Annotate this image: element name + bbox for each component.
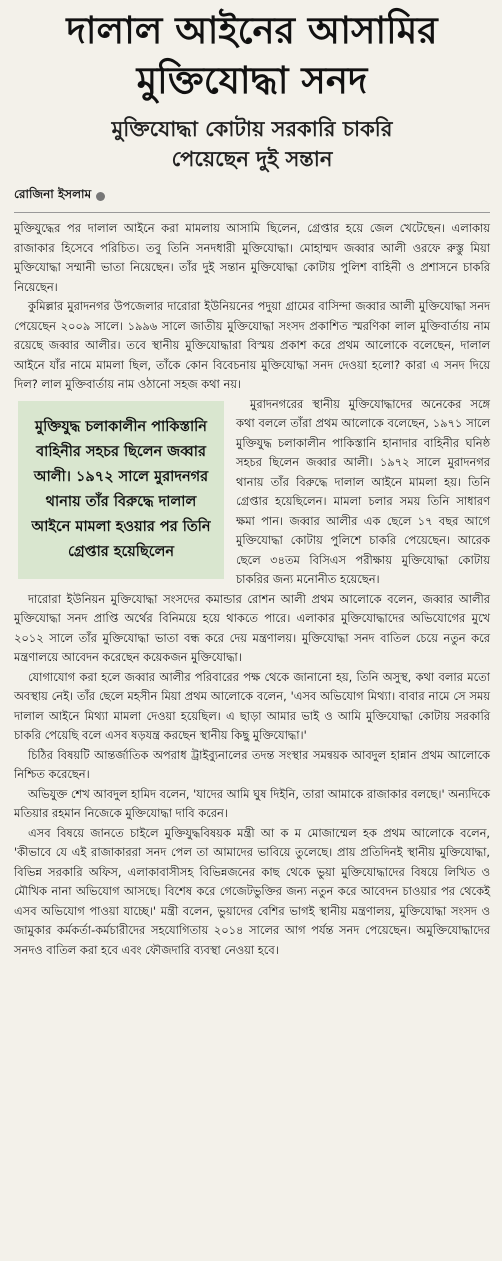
paragraph-6: চিঠির বিষয়টি আন্তর্জাতিক অপরাধ ট্রাইব্যুনালের তদন্ত সংস্থার সমন্বয়ক আবদুল হান্নান প্রথম আলোকে নিশ্চিত করেছেন। bbox=[14, 747, 490, 781]
headline bbox=[14, 6, 490, 106]
paragraph-4: দারোরা ইউনিয়ন মুক্তিযোদ্ধা সংসদের কমান্ডার রোশন আলী প্রথম আলোকে বলেন, জব্বার আলীর মুক্তিযোদ্ধা সনদ প্রাপ্তি অর্থের বিনিময়ে হয়ে থাকতে পারে। এলাকার মুক্তিযোদ্ধাদের অভিযোগের মুখে ২০১২ সালে তাঁর মুক্তিযোদ্ধা ভাতা বন্ধ করে দেয় মন্ত্রণালয়। মুক্তিযোদ্ধা সনদ বাতিল চেয়ে নতুন করে মন্ত্রণালয়ে আবেদন করেছেন কয়েকজন মুক্তিযোদ্ধা। bbox=[14, 591, 490, 664]
paragraph-3: মুরাদনগরের স্থানীয় মুক্তিযোদ্ধাদের অনেকের সঙ্গে কথা বললে তাঁরা প্রথম আলোকে বলেছেন, ১৯৭১ সালে মুক্তিযুদ্ধ চলাকালীন পাকিস্তানি হানাদার বাহিনীর ঘনিষ্ঠ সহচর ছিলেন জব্বার আলী। ১৯৭২ সালে মুরাদনগর থানায় তাঁর বিরুদ্ধে দালাল আইনে মামলা হয়। তিনি গ্রেপ্তার হয়েছিলেন। মামলা চলার সময় তিনি সাধারণ ক্ষমা পান। জব্বার আলীর এক ছেলে ১৭ বছর আগে মুক্তিযোদ্ধা কোটায় পুলিশে চাকরি পেয়েছেন। আরেক ছেলে ৩৪তম বিসিএস পরীক্ষায় মুক্তিযোদ্ধা কোটায় চাকরির জন্য মনোনীত হয়েছেন। bbox=[236, 396, 490, 586]
subheadline-line-2: পেয়েছেন দুই সন্তান bbox=[171, 147, 333, 171]
subheadline bbox=[14, 114, 490, 174]
headline-line-2: মুক্তিযোদ্ধা সনদ bbox=[136, 59, 368, 102]
paragraph-5: যোগাযোগ করা হলে জব্বার আলীর পরিবারের পক্ষ থেকে জানানো হয়, তিনি অসুস্থ, কথা বলার মতো অবস্থায় নেই। তাঁর ছেলে মহসীন মিয়া প্রথম আলোকে বলেন, 'এসব অভিযোগ মিথ্যা। বাবার নামে সে সময় দালাল আইনে মিথ্যা মামলা দেওয়া হয়েছিল। এ ছাড়া আমার ভাই ও আমি মুক্তিযোদ্ধা কোটায় সরকারি চাকরি পেয়েছি বলে এসব ষড়যন্ত্র করছেন স্থানীয় কিছু মুক্তিযোদ্ধা।' bbox=[14, 669, 490, 742]
divider bbox=[14, 212, 490, 213]
paragraph-1: মুক্তিযুদ্ধের পর দালাল আইনে করা মামলায় আসামি ছিলেন, গ্রেপ্তার হয়ে জেল খেটেছেন। এলাকায় রাজাকার হিসেবে পরিচিত। তবু তিনি সনদধারী মুক্তিযোদ্ধা। মোহাম্মদ জব্বার আলী ওরফে রুস্তু মিয়া মুক্তিযোদ্ধা সম্মানী ভাতা নিয়েছেন। তাঁর দুই সন্তান মুক্তিযোদ্ধা কোটায় পুলিশ বাহিনী ও প্রশাসনে চাকরি নিয়েছেন। bbox=[14, 221, 490, 294]
article-body bbox=[14, 219, 490, 960]
byline bbox=[14, 186, 490, 206]
pull-quote: মুক্তিযুদ্ধ চলাকালীন পাকিস্তানি বাহিনীর সহচর ছিলেন জব্বার আলী। ১৯৭২ সালে মুরাদনগর থানায় তাঁর বিরুদ্ধে দালাল আইনে মামলা হওয়ার পর তিনি গ্রেপ্তার হয়েছিলেন bbox=[18, 401, 224, 579]
bullet-icon bbox=[96, 192, 105, 201]
paragraph-2: কুমিল্লার মুরাদনগর উপজেলার দারোরা ইউনিয়নের পদুয়া গ্রামের বাসিন্দা জব্বার আলী মুক্তিযোদ্ধা সনদ পেয়েছেন ২০০৯ সালে। ১৯৯৬ সালে জাতীয় মুক্তিযোদ্ধা সংসদ প্রকাশিত স্মরণিকা লাল মুক্তিবার্তায় নাম রয়েছে জব্বার আলীর। তবে স্থানীয় মুক্তিযোদ্ধারা বিস্ময় প্রকাশ করে প্রথম আলোকে বলেছেন, দালাল আইনে যাঁর নামে মামলা ছিল, তাঁকে কোন বিবেচনায় মুক্তিযোদ্ধা সনদ দেওয়া হলো? কারা এ সনদ দিয়ে দিল? লাল মুক্তিবার্তায় নাম ওঠানো সহজ কথা নয়। bbox=[14, 299, 490, 391]
headline-line-1: দালাল আইনের আসামির bbox=[66, 9, 438, 52]
paragraph-7: অভিযুক্ত শেখ আবদুল হামিদ বলেন, 'যাদের আমি ঘুষ দিইনি, তারা আমাকে রাজাকার বলছে।' অন্যদিকে মতিয়ার রহমান নিজেকে মুক্তিযোদ্ধা দাবি করেন। bbox=[14, 786, 490, 820]
author-name: রোজিনা ইসলাম bbox=[14, 187, 92, 201]
paragraph-8: এসব বিষয়ে জানতে চাইলে মুক্তিযুদ্ধবিষয়ক মন্ত্রী আ ক ম মোজাম্মেল হক প্রথম আলোকে বলেন, 'কীভাবে যে এই রাজাকাররা সনদ পেল তা আমাদের ভাবিয়ে তুলেছে। প্রায় প্রতিদিনই স্থানীয় মুক্তিযোদ্ধা, বিভিন্ন সরকারি অফিস, এলাকাবাসীসহ বিভিন্নজনের কাছ থেকে ভুয়া মুক্তিযোদ্ধাদের বিষয়ে লিখিত ও মৌখিক নানা অভিযোগ আসছে। বিশেষ করে গেজেটভুক্তির জন্য নতুন করে আবেদন চাওয়ার পর থেকেই এসব অভিযোগ পাওয়া যাচ্ছে।' মন্ত্রী বলেন, ভুয়াদের বেশির ভাগই স্থানীয় মন্ত্রণালয়, মুক্তিযোদ্ধা সংসদ ও জামুকার কর্মকর্তা-কর্মচারীদের সহযোগিতায় ২০১৪ সালের আগ পর্যন্ত সনদ পেয়েছেন। অমুক্তিযোদ্ধাদের সনদও বাতিল করা হবে এবং ফৌজদারি ব্যবস্থা নেওয়া হবে। bbox=[14, 825, 490, 957]
subheadline-line-1: মুক্তিযোদ্ধা কোটায় সরকারি চাকরি bbox=[111, 117, 393, 141]
